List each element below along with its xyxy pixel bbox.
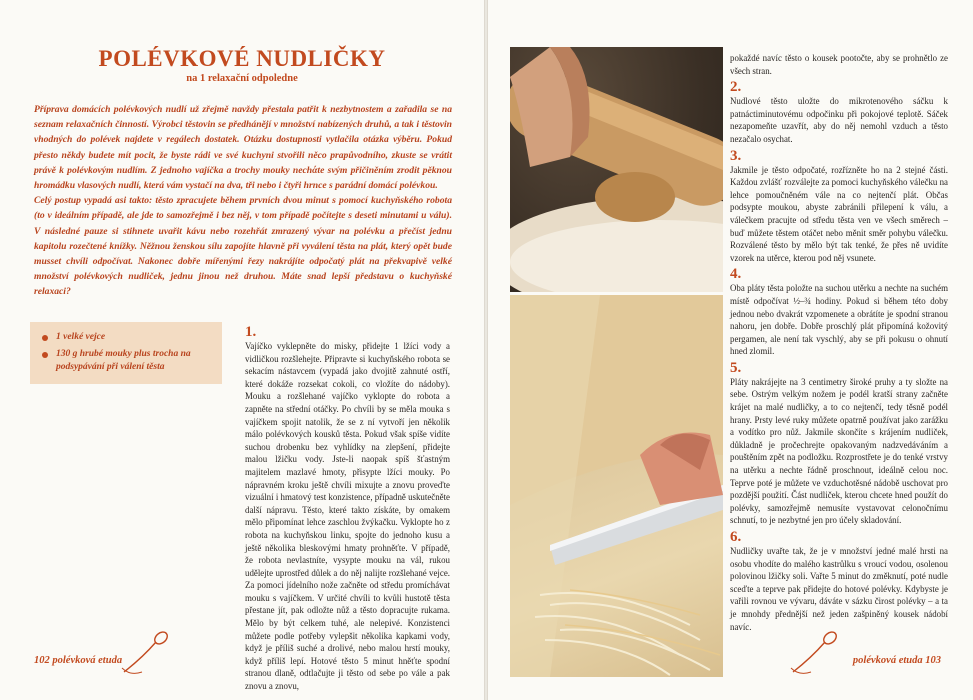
step-3 — [730, 148, 948, 265]
page-number: 102 — [34, 655, 50, 666]
step-4 — [730, 266, 948, 358]
ingredient-item — [40, 331, 214, 344]
left-page — [0, 0, 484, 700]
rolling-dough-photo — [510, 47, 723, 292]
intro-paragraph-2: Celý postup vypadá asi takto: těsto zpracujete během prvních dvou minut s pomocí kuchyňského robota (to v ideálním případě, ale jde to samozřejmě i bez něj, v tom případě počítejte s deseti minutami u válu). V následné pauze si stihnete uvařit kávu nebo rozehřát zmrazený vývar na polévku a přečíst jednu kapitolu rozečtené knížky. Něžnou ženskou sílu zapojíte hlavně při vyválení těsta na plát, který opět bude musset chvíli odpočívat. Nakonec dobře mířenými řezy nakrájíte odpočatý plát na překvapivě velké množství polévkových nudliček, jednu jinou než druhou. Máte snad lepší představu o kuchyňské relaxaci? — [34, 195, 452, 298]
intro-paragraph-1: Příprava domácích polévkových nudlí už zřejmě navždy přestala patřit k nezbytnostem a zařadila se na seznam relaxačních činností. Výrobci těstovin se předhánějí v množství nabízených druhů, a tak i těstovin vhodných do polévek najdete v regálech dostatek. Otázku dostupnosti vytlačila otázka výběru. Pokud přesto někdy budete mít pocit, že byste rádi ve své kuchyni stvořili něco prapůvodního, zkuste se vrátit právě k polévkovým nudlím. Z jednoho vajíčka a trochy mouky nechάte svým přičiněním zrodit pěknou hromádku vlasových nudlí, která vám vystačí na dva, tři nebo i čtyři hrnce s parádní domácí polévkou. — [34, 104, 452, 192]
right-page — [488, 0, 973, 700]
step-5 — [730, 360, 948, 527]
step-5-text: Pláty nakrájejte na 3 centimetry široké pruhy a ty složte na sebe. Ostrým velkým nožem je podél kratší strany začněte krájet na malé nudličky, a to co nejtenčí, tedy těsně podél hrany. Prsty levé ruky můžete opatrně používat jako zarážku a vodítko pro nůž. Jakmile skončíte s krájením nudliček, důkladně je pročechrejte opakovaným nadzvedáváním a pouštěním zpět na podložku. Rozprostřete je do tenké vrstvy na utěrku a nechte řádně proschnout, ideálně celou noc. Teprve poté je můžete ve vzduchotěsné nádobě uschovat pro pozdější použití. Část nudliček, kterou chcete hned použít do polévky, samozřejmě nemusíte vystavovat celonočnímu schnutí, to je nezbytné jen pro účely skladování. — [730, 376, 948, 526]
step-1-continued: pokaždé navíc těsto o kousek pootočte, aby se prohnětlo ze všech stran. — [730, 53, 948, 76]
ingredients-box — [30, 322, 222, 384]
step-1-text: Vajíčko vyklepněte do misky, přidejte 1 lžíci vody a vidličkou rozšlehejte. Připravte si kuchyňského robota se sekacím nástavcem (vypadá jako dvojitě zahnuté ostří, které dokáže rozsekat cokoli, co vložíte do nádoby). Mouku a rozšlehané vajíčko vyklopte do robota a zapněte na střední otáčky. Po chvíli by se měla mouka s vajíčkem spojit natolik, že se z ní vytvoří jen několik málo polévkových kousků těsta. Pokud však spíše vidíte suchou drobenku bez vyhlídky na zlepšení, přidejte malou lžičku vody. Jste-li naopak spíš šťastným majitelem mazlavé hmoty, přisypte lžíci mouky. Po nápravném kroku ještě chvíli mixujte a znovu proveďte vizuální i hmatový test konzistence, případně uskutečněte další nápravu. Těsto, které takto získáte, by omakem mělo připomínat lehce zaschlou žvýkačku. Vyklopte ho z robota na kuchyňskou linku, spojte do jednoho kusu a ještě několika bleskovými hmaty prohněťte. V případě, že robota nevlastníte, vysypte mouku na vál, rukou udělejte uprostřed důlek a do něj nalijte rozšlehané vejce. Za pomoci jídelního nože začněte od středu promíchávat mouku s vajíčkem. V určité chvíli to kvůli hustotě těsta přestane jít, pak odložte nůž a těsto dopracujte rukama. Mělo by být celkem tuhé, ale nelepivé. Konzistenci můžete podle potřeby vylepšit několika kapkami vody, když je příliš suché a drolivé, nebo malou hrstí mouky, když příliš lepí. Hotové těsto 5 minut hněťte spodní stranou dlaně, odtlačujte ji těsto od sebe po vále a pak znovu a znovu, — [245, 341, 450, 692]
step-1-number: 1. — [245, 324, 257, 340]
cutting-noodles-photo — [510, 295, 723, 677]
step-2 — [730, 79, 948, 145]
page-number: 103 — [925, 655, 941, 666]
bullet-icon — [42, 335, 48, 341]
intro-text — [34, 102, 452, 300]
step-3-text: Jakmile je těsto odpočaté, rozřízněte ho na 2 stejné části. Každou zvlášť rozválejte za pomoci kuchyňského válečku na lehce pomoučněném vále na co nejtenčí plát. Občas podsypte moukou, abyste zabránili přilepení k válu, a válečkem pracujte od středu těsta ven ve všech směrech – buď můžete těstem otáčet nebo měnit směr pohybu válečku. Rozválené těsto by mělo být tak tenké, že přes ně uvidíte vzorek na utěrce, kterou pod něj vsunete. — [730, 164, 948, 263]
step-1 — [245, 322, 450, 693]
step-6-text: Nudličky uvařte tak, že je v množství jedné malé hrsti na osobu vhodíte do malého kastrůlku s vroucí vodou, osolenou polovinou lžičky soli. Vařte 5 minut do změknutí, poté nudle sceďte a teprve pak přidejte do hotové polévky. Kdybyste je vařili rovnou ve vývaru, dáváte v sázku čirost polévky – a ta je mnohdy přednější než jeden zašpiněný kousek nádobí navíc. — [730, 546, 948, 632]
footer-label: polévková etuda — [52, 655, 123, 666]
steps-column — [730, 52, 948, 633]
footer-label: polévková etuda — [852, 655, 923, 666]
spoon-icon — [120, 628, 172, 678]
step-6 — [730, 529, 948, 633]
photo-column — [510, 47, 723, 677]
ingredient-label: 1 velké vejce — [56, 332, 106, 342]
recipe-subtitle: na 1 relaxační odpoledne — [186, 73, 298, 84]
ingredient-label: 130 g hrubé mouky plus trocha na podsypávání při válení těsta — [56, 349, 191, 372]
page-footer-right — [853, 655, 941, 666]
step-4-number: 4. — [730, 266, 742, 283]
step-2-text: Nudlové těsto uložte do mikrotenového sáčku k patnáctiminutovému odpočinku při pokojové teplotě. Sáček nezapomeňte uzavřít, aby do něj nemohl vzduch a těsto nezačalo osychat. — [730, 96, 948, 144]
step-2-number: 2. — [730, 79, 742, 96]
rolling-pin-image — [510, 47, 723, 292]
recipe-title: POLÉVKOVÉ NUDLIČKY — [98, 46, 386, 71]
page-footer-left — [34, 655, 122, 666]
step-5-number: 5. — [730, 359, 742, 376]
bullet-icon — [42, 352, 48, 358]
step-6-number: 6. — [730, 529, 742, 545]
knife-cutting-image — [510, 295, 723, 677]
ingredient-item — [40, 348, 214, 374]
step-3-number: 3. — [730, 147, 742, 164]
step-4-text: Oba pláty těsta položte na suchou utěrku a nechte na suchém místě odpočívat ½–¾ hodiny. Pokud si během této doby jednou nebo dvakrát vzpomenete a obrátíte je spodní stranou nahoru, jen dobře. Dobře proschlý plát připomíná kožovitý pergamen, ale není tak vyschlý, aby se při pokusu o ohnutí hned zlomil. — [730, 283, 948, 357]
spoon-icon — [789, 628, 841, 678]
